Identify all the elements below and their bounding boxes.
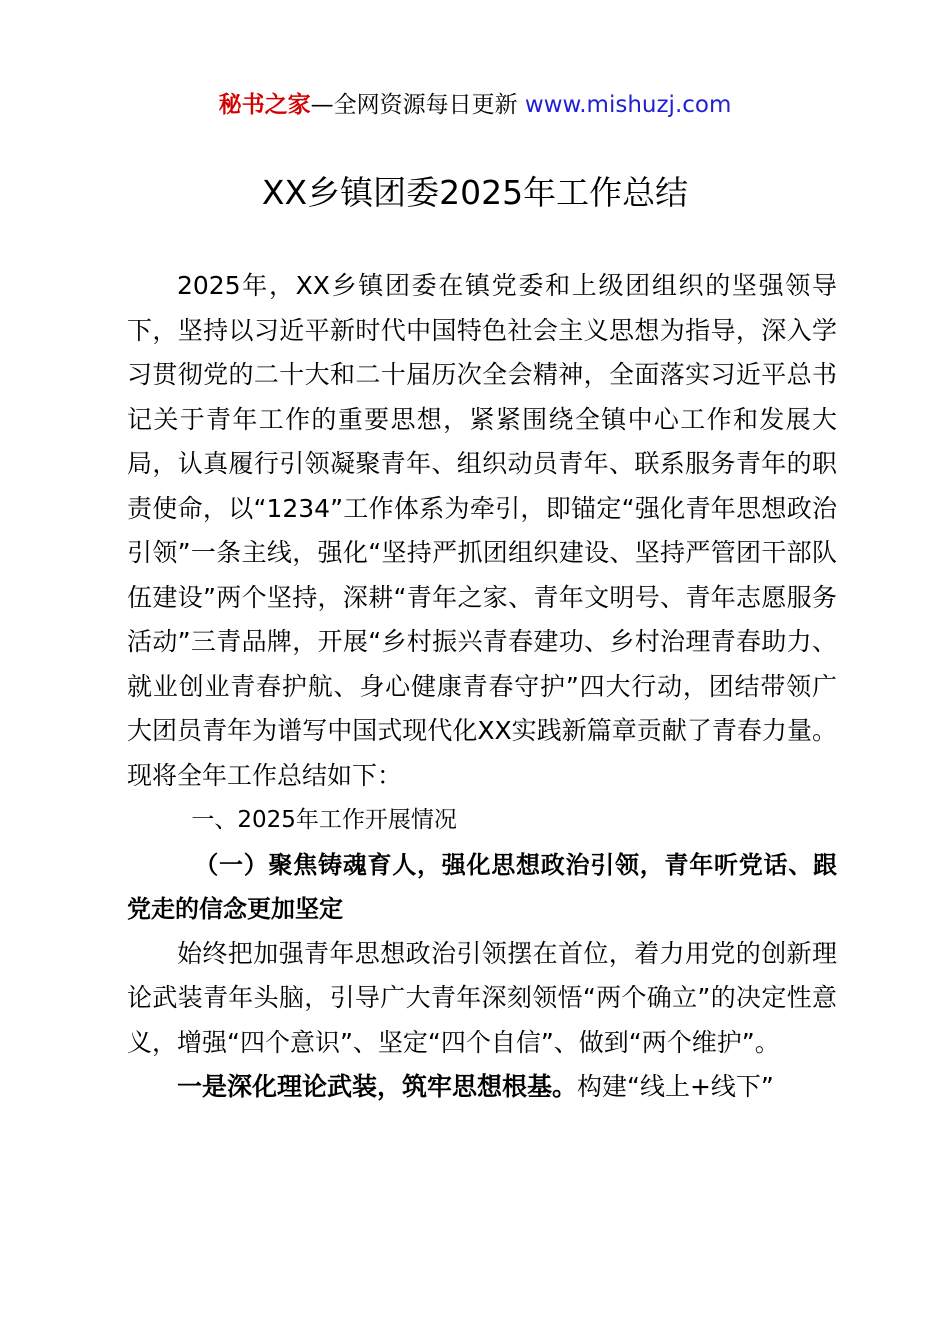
site-url-link[interactable]: www.mishuzj.com	[524, 92, 732, 118]
body-paragraph: 始终把加强青年思想政治引领摆在首位，着力用党的创新理论武装青年头脑，引导广大青年深刻领悟“两个确立”的决定性意义，增强“四个意识”、坚定“四个自信”、做到“两个维护”。	[127, 938, 837, 1057]
section-heading: 一、2025年工作开展情况	[191, 807, 457, 833]
point-lead: 一是深化理论武装，筑牢思想根基。	[177, 1072, 578, 1101]
header-tagline: —全网资源每日更新	[310, 92, 525, 118]
document-body	[127, 264, 837, 1110]
intro-paragraph: 2025年，XX乡镇团委在镇党委和上级团组织的坚强领导下，坚持以习近平新时代中国特色社会主义思想为指导，深入学习贯彻党的二十大和二十届历次全会精神，全面落实习近平总书记关于青年工作的重要思想，紧紧围绕全镇中心工作和发展大局，认真履行引领凝聚青年、组织动员青年、联系服务青年的职责使命，以“1234”工作体系为牵引，即锚定“强化青年思想政治引领”一条主线，强化“坚持严抓团组织建设、坚持严管团干部队伍建设”两个坚持，深耕“青年之家、青年文明号、青年志愿服务活动”三青品牌，开展“乡村振兴青春建功、乡村治理青春助力、就业创业青春护航、身心健康青春守护”四大行动，团结带领广大团员青年为谱写中国式现代化XX实践新篇章贡献了青春力量。现将全年工作总结如下：	[127, 271, 837, 790]
document-title: XX乡镇团委2025年工作总结	[261, 173, 689, 212]
point-text: 构建“线上+线下”	[577, 1072, 774, 1101]
site-header	[0, 88, 950, 122]
brand-name: 秘书之家	[218, 92, 311, 118]
point-paragraph	[127, 1065, 837, 1110]
subsection-heading: （一）聚焦铸魂育人，强化思想政治引领，青年听党话、跟党走的信念更加坚定	[127, 850, 837, 923]
